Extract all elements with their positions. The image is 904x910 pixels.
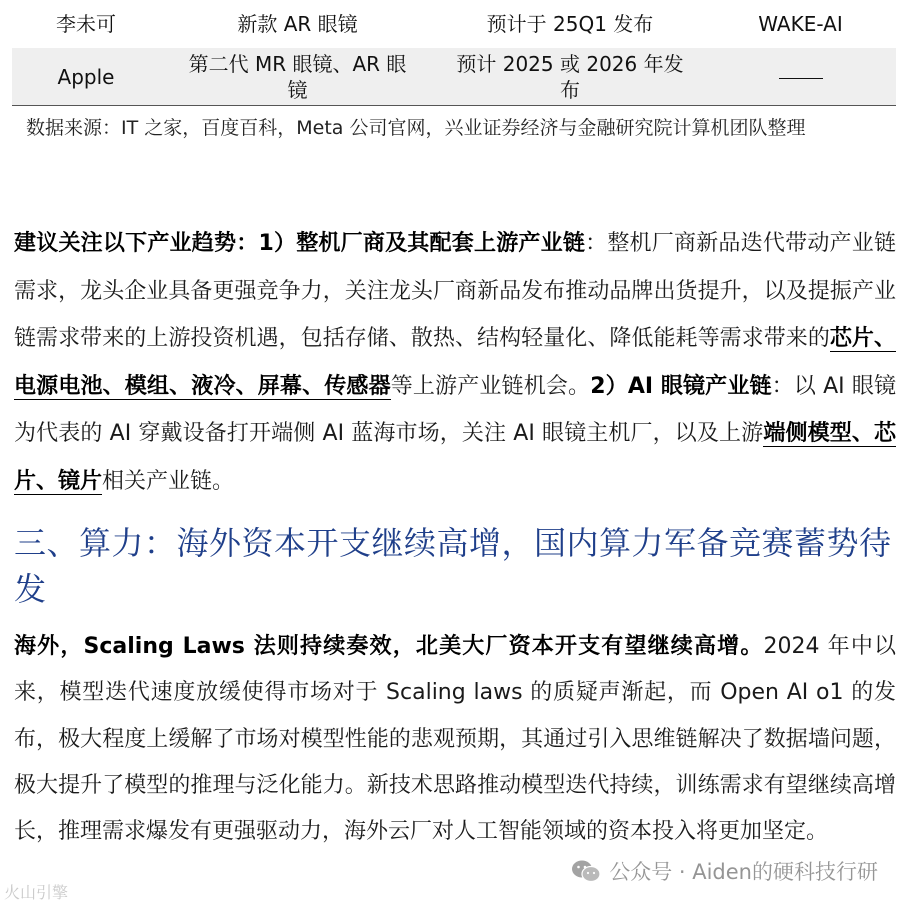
release-cell (435, 51, 705, 103)
table-row (12, 0, 896, 48)
watermark-text: 公众号 · Aiden的硬科技行研 (609, 860, 878, 884)
product-cell (160, 51, 435, 103)
paragraph-text: 2024 年中以来，模型迭代速度放缓使得市场对于 Scaling laws 的质疑声渐起，而 Open AI o1 的发布，极大程度上缓解了市场对模型性能的悲观预期，其通过引入思维链解决了数据墙问题，极大提升了模型的推理与泛化能力。新技术思路推动模型迭代持续，训练需求有望继续高增长，推理需求爆发有更强驱动力，海外云厂对人工智能领域的资本投入将更加坚定。 (14, 634, 897, 845)
release-line: 预计 2025 或 2026 年发 (456, 51, 684, 76)
upstream-components: 芯片、电源电池、模组、液冷、屏幕、传感器 (14, 326, 896, 399)
company-cell: Apple (57, 64, 115, 89)
data-table (12, 0, 896, 106)
trend-lead: 建议关注以下产业趋势：1）整机厂商及其配套上游产业链 (14, 231, 586, 256)
release-line: 布 (560, 77, 580, 102)
scaling-lead: 海外，Scaling Laws 法则持续奏效，北美大厂资本开支有望继续高增。 (14, 634, 764, 659)
watermark (571, 856, 878, 886)
product-cell: 新款 AR 眼镜 (237, 12, 358, 36)
table-row (12, 48, 896, 106)
product-line: 第二代 MR 眼镜、AR 眼 (188, 51, 407, 76)
watermark-left: 火山引擎 (4, 883, 69, 902)
partner-cell (705, 64, 896, 90)
paragraph-text: ：以 AI 眼镜为代表的 AI 穿戴设备打开端侧 AI 蓝海市场，关注 AI 眼镜主机厂，以及上游 (14, 373, 896, 446)
paragraph-industry-trends (14, 220, 896, 505)
product-line: 镜 (287, 77, 308, 102)
paragraph-scaling-laws (14, 624, 896, 855)
empty-dash (779, 78, 823, 79)
edge-components: 端侧模型、芯片、镜片 (14, 421, 896, 494)
company-cell: 李未可 (56, 12, 116, 36)
data-source-note: 数据来源：IT 之家，百度百科，Meta 公司官网，兴业证券经济与金融研究院计算机团队整理 (26, 117, 806, 139)
wechat-icon (571, 859, 601, 883)
release-cell: 预计于 25Q1 发布 (486, 12, 654, 36)
paragraph-text: 相关产业链。 (102, 468, 235, 494)
paragraph-text: 等上游产业链机会。 (390, 373, 591, 399)
section-heading: 三、算力：海外资本开支继续高增，国内算力军备竞赛蓄势待发 (14, 524, 892, 608)
trend-lead-2: 2）AI 眼镜产业链 (590, 373, 772, 399)
paragraph-text: ：整机厂商新品迭代带动产业链需求，龙头企业具备更强竞争力，关注龙头厂商新品发布推动品牌出货提升，以及提振产业链需求带来的上游投资机遇，包括存储、散热、结构轻量化、降低能耗等需求带来的 (14, 231, 896, 351)
partner-cell: WAKE-AI (758, 12, 843, 36)
